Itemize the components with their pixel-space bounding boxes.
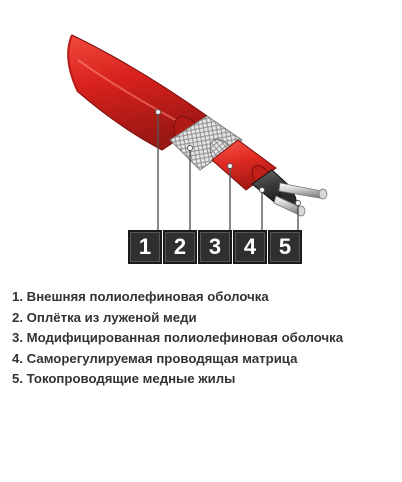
badge-3: 3	[198, 230, 232, 264]
badge-1: 1	[128, 230, 162, 264]
legend-text: Токопроводящие медные жилы	[26, 371, 236, 386]
legend-text: Модифицированная полиолефиновая оболочка	[26, 330, 344, 345]
legend-number: 5.	[12, 371, 23, 386]
legend-text: Оплётка из луженой меди	[26, 309, 197, 325]
badge-5: 5	[268, 230, 302, 264]
legend-item-3	[12, 328, 397, 349]
legend-item-2	[12, 308, 397, 329]
legend-item-1	[12, 287, 397, 308]
legend-number: 1.	[12, 289, 23, 304]
badge-4: 4	[233, 230, 267, 264]
number-badges	[0, 230, 402, 266]
legend-item-5	[12, 369, 397, 390]
legend-text: Внешняя полиолефиновая оболочка	[26, 289, 269, 304]
legend-text: Саморегулируемая проводящая матрица	[26, 350, 298, 366]
heating-cable-illustration	[0, 0, 402, 230]
badge-2: 2	[163, 230, 197, 264]
legend-list	[12, 287, 397, 390]
copper-conductors	[274, 183, 327, 216]
legend-number: 2.	[12, 309, 23, 325]
legend-number: 3.	[12, 330, 23, 345]
legend-item-4	[12, 349, 397, 370]
legend-number: 4.	[12, 350, 23, 366]
